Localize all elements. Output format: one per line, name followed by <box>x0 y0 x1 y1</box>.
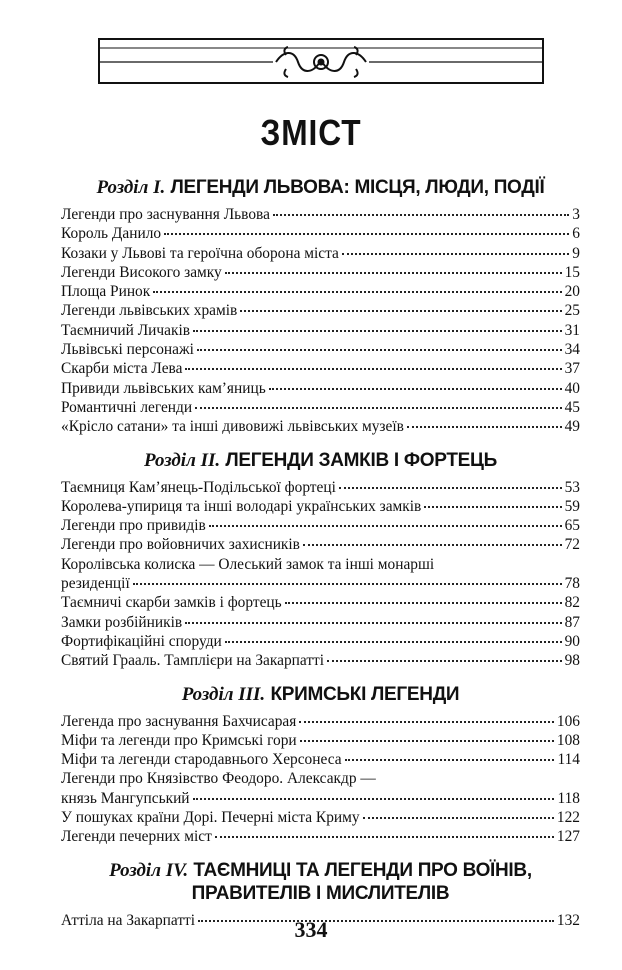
section-heading <box>61 859 580 905</box>
toc-entry[interactable] <box>61 535 580 554</box>
section-title-line2: ПРАВИТЕЛІВ І МИСЛИТЕЛІВ <box>191 882 450 904</box>
toc-entry[interactable] <box>61 417 580 436</box>
dot-leader <box>303 544 562 546</box>
entry-page: 34 <box>564 341 580 359</box>
toc-entry <box>61 789 580 808</box>
entry-page: 122 <box>556 809 580 827</box>
toc-entry[interactable] <box>61 301 580 320</box>
entry-title: Таємничий Личаків <box>61 321 190 339</box>
table-of-contents <box>61 170 580 930</box>
toc-entry[interactable] <box>61 516 580 535</box>
entry-page: 6 <box>572 225 580 243</box>
dot-leader <box>197 349 562 351</box>
entry-title: Таємничі скарби замків і фортець <box>61 594 282 612</box>
entry-title: Легенди львівських храмів <box>61 302 238 320</box>
entry-title: Козаки у Львові та героїчна оборона міста <box>61 244 339 262</box>
entry-title: Легенди про заснування Львова <box>61 206 270 223</box>
entry-page: 114 <box>557 751 580 769</box>
entry-title: Легенди про привидів <box>61 517 206 535</box>
dot-leader <box>225 272 562 274</box>
dot-leader <box>193 330 562 332</box>
dot-leader <box>407 426 562 428</box>
dot-leader <box>185 368 561 370</box>
entry-title: Фортифікаційні споруди <box>61 632 222 650</box>
page-number: 334 <box>294 917 328 942</box>
entry-page: 78 <box>564 575 580 593</box>
entry-title: Королева-упириця та інші володарі українських замків <box>61 497 422 515</box>
entry-title: Площа Ринок <box>61 283 151 301</box>
dot-leader <box>193 798 555 800</box>
toc-entry[interactable] <box>61 632 580 651</box>
toc-entry[interactable] <box>61 478 580 497</box>
dot-leader <box>240 310 561 312</box>
entry-page: 53 <box>564 478 580 496</box>
dot-leader <box>215 836 554 838</box>
entry-title: Романтичні легенди <box>61 398 193 416</box>
entry-page: 106 <box>556 712 580 730</box>
toc-entry[interactable] <box>61 808 580 827</box>
section-title: ТАЄМНИЦІ ТА ЛЕГЕНДИ ПРО ВОЇНІВ, <box>193 859 532 881</box>
entry-page: 45 <box>564 398 580 416</box>
entry-title: князь Мангупський <box>61 789 190 807</box>
dot-leader <box>164 233 569 235</box>
entry-page: 9 <box>572 244 580 262</box>
entry-title: Привиди львівських кам’яниць <box>61 379 266 397</box>
page-title: ЗМІСТ <box>260 112 362 153</box>
header-ornament <box>98 38 544 84</box>
section-label: Розділ І. <box>96 177 166 198</box>
toc-entry[interactable] <box>61 340 580 359</box>
entry-title: Замки розбійників <box>61 613 183 631</box>
entry-title: Аттіла на Закарпатті <box>61 911 196 929</box>
entry-page: 15 <box>564 263 580 281</box>
entry-page: 82 <box>564 594 580 612</box>
entry-title: Святий Грааль. Тамплієри на Закарпатті <box>61 652 325 670</box>
entry-title: Львівські персонажі <box>61 341 194 359</box>
toc-entry[interactable] <box>61 827 580 846</box>
entry-page: 127 <box>556 828 580 846</box>
section-entries <box>61 712 580 847</box>
entry-page: 3 <box>572 206 580 223</box>
section-label: Розділ ІІІ. <box>181 683 266 705</box>
toc-entry[interactable] <box>61 398 580 417</box>
entry-title: Міфи та легенди про Кримські гори <box>61 731 297 749</box>
dot-leader <box>345 759 555 761</box>
entry-title: Легенда про заснування Бахчисарая <box>61 712 297 730</box>
entry-title: Скарби міста Лева <box>61 360 183 378</box>
entry-title: Легенди Високого замку <box>61 263 222 281</box>
entry-page: 59 <box>564 497 580 515</box>
dot-leader <box>209 525 562 527</box>
entry-page: 31 <box>564 321 580 339</box>
entry-page: 72 <box>564 536 580 554</box>
dot-leader <box>342 253 569 255</box>
toc-entry[interactable] <box>61 613 580 632</box>
section-heading <box>61 176 580 199</box>
dot-leader <box>153 291 561 293</box>
toc-entry[interactable] <box>61 244 580 263</box>
toc-entry <box>61 574 580 593</box>
entry-page: 90 <box>564 632 580 650</box>
entry-page: 49 <box>564 418 580 436</box>
dot-leader <box>339 487 562 489</box>
entry-page: 118 <box>557 789 580 807</box>
toc-entry[interactable] <box>61 282 580 301</box>
dot-leader <box>285 602 562 604</box>
dot-leader <box>273 214 569 216</box>
section-entries <box>61 205 580 437</box>
section-title: ЛЕГЕНДИ ЗАМКІВ І ФОРТЕЦЬ <box>225 449 497 471</box>
toc-entry[interactable] <box>61 359 580 378</box>
dot-leader <box>225 641 562 643</box>
entry-page: 25 <box>564 302 580 320</box>
section-label: Розділ IV. <box>109 859 189 881</box>
toc-entry[interactable] <box>61 497 580 516</box>
entry-page: 98 <box>564 652 580 670</box>
entry-page: 65 <box>564 517 580 535</box>
entry-page: 132 <box>556 911 580 929</box>
entry-page: 20 <box>564 283 580 301</box>
entry-page: 40 <box>564 379 580 397</box>
entry-title: Таємниця Кам’янець-Подільської фортеці <box>61 478 336 496</box>
toc-entry[interactable] <box>61 731 580 750</box>
toc-entry[interactable] <box>61 263 580 282</box>
toc-entry-multiline[interactable] <box>61 769 580 808</box>
section-title: КРИМСЬКІ ЛЕГЕНДИ <box>270 683 460 705</box>
dot-leader <box>299 721 554 723</box>
entry-title-line1: Легенди про Князівство Феодоро. Алексакдр — <box>61 770 376 788</box>
entry-page: 37 <box>564 360 580 378</box>
section-heading <box>61 683 580 706</box>
entry-title: У пошуках країни Дорі. Печерні міста Криму <box>61 809 360 827</box>
toc-entry[interactable] <box>61 750 580 769</box>
entry-title: резиденції <box>61 575 130 593</box>
toc-entry[interactable] <box>61 321 580 340</box>
dot-leader <box>327 660 562 662</box>
dot-leader <box>269 388 562 390</box>
toc-entry-multiline[interactable] <box>61 555 580 594</box>
toc-entry[interactable] <box>61 379 580 398</box>
entry-title: «Крісло сатани» та інші дивовижі львівських музеїв <box>61 418 404 436</box>
dot-leader <box>185 622 561 624</box>
dot-leader <box>300 740 554 742</box>
section-title: ЛЕГЕНДИ ЛЬВОВА: МІСЦЯ, ЛЮДИ, ПОДІЇ <box>170 177 545 198</box>
entry-page: 87 <box>564 613 580 631</box>
toc-entry[interactable] <box>61 205 580 224</box>
dot-leader <box>363 817 554 819</box>
entry-page: 108 <box>556 731 580 749</box>
dot-leader <box>195 407 562 409</box>
entry-title: Міфи та легенди стародавнього Херсонеса <box>61 751 342 769</box>
entry-title: Король Данило <box>61 225 162 243</box>
section-label: Розділ ІІ. <box>144 449 221 471</box>
section-entries <box>61 478 580 671</box>
entry-title-line1: Королівська колиска — Олеський замок та інші монарші <box>61 555 435 573</box>
entry-title: Легенди печерних міст <box>61 828 212 846</box>
dot-leader <box>424 506 561 508</box>
toc-entry[interactable] <box>61 224 580 243</box>
entry-title: Легенди про войовничих захисників <box>61 536 300 554</box>
toc-entry[interactable] <box>61 593 580 612</box>
toc-entry[interactable] <box>61 712 580 731</box>
toc-entry[interactable] <box>61 651 580 670</box>
dot-leader <box>133 583 562 585</box>
section-heading <box>61 449 580 472</box>
